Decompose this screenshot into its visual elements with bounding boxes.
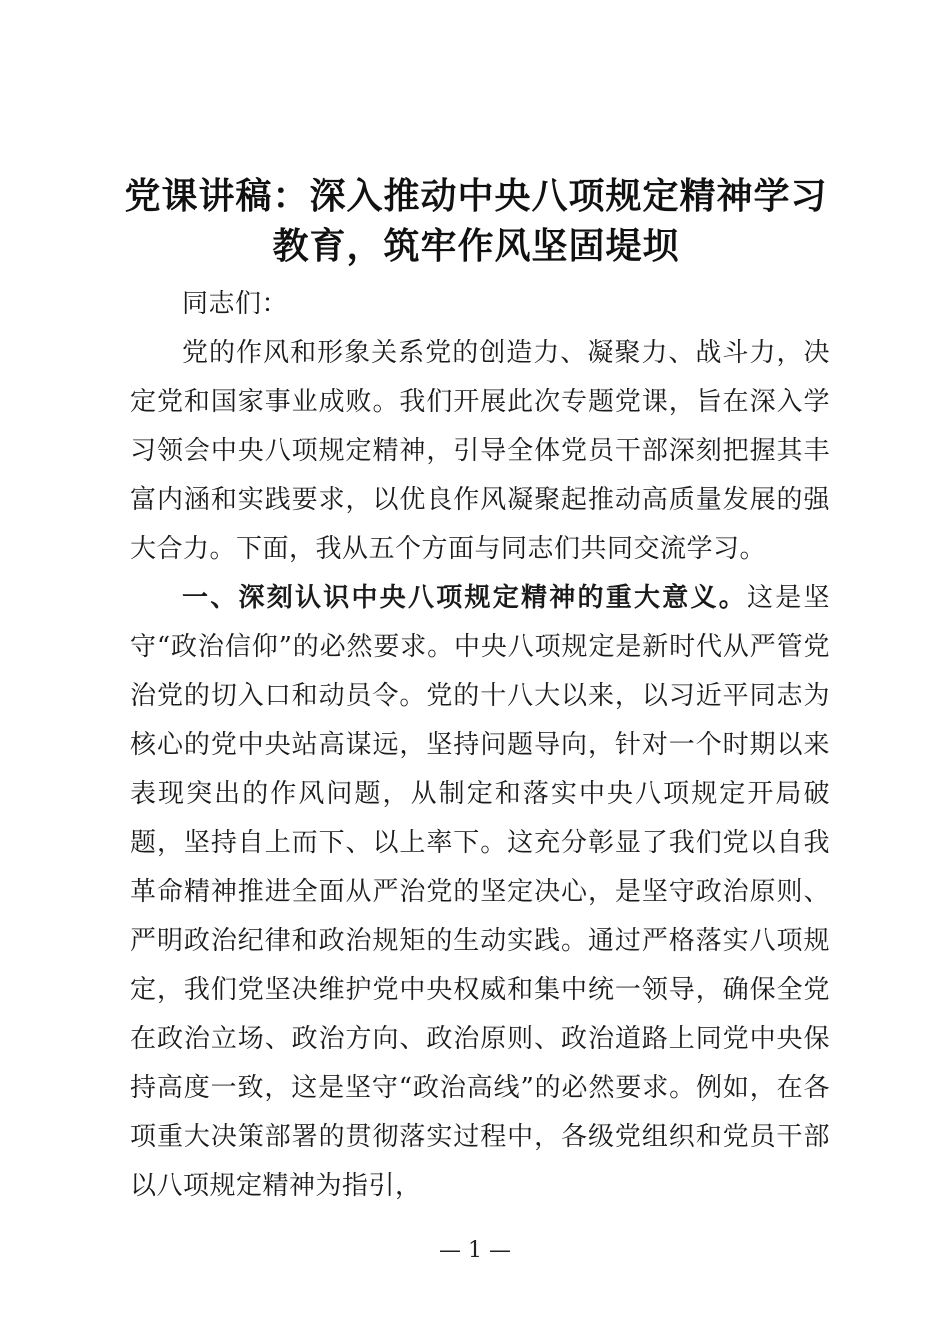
section-one-text: 这是坚守“政治信仰”的必然要求。中央八项规定是新时代从严管党治党的切入口和动员令。党的十八大以来，以习近平同志为核心的党中央站高谋远，坚持问题导向，针对一个时期以来表现突出的作风问题，从制定和落实中央八项规定开局破题，坚持自上而下、以上率下。这充分彰显了我们党以自我革命精神推进全面从严治党的坚定决心，是坚守政治原则、严明政治纪律和政治规矩的生动实践。通过严格落实八项规定，我们党坚决维护党中央权威和集中统一领导，确保全党在政治立场、政治方向、政治原则、政治道路上同党中央保持高度一致，这是坚守“政治高线”的必然要求。例如，在各项重大决策部署的贯彻落实过程中，各级党组织和党员干部以八项规定精神为指引， — [130, 583, 830, 1201]
document-body — [130, 280, 830, 1211]
section-one-paragraph — [130, 574, 830, 1211]
intro-paragraph: 党的作风和形象关系党的创造力、凝聚力、战斗力，决定党和国家事业成败。我们开展此次专题党课，旨在深入学习领会中央八项规定精神，引导全体党员干部深刻把握其丰富内涵和实践要求，以优良作风凝聚起推动高质量发展的强大合力。下面，我从五个方面与同志们共同交流学习。 — [130, 338, 830, 564]
document-title: 党课讲稿：深入推动中央八项规定精神学习教育，筑牢作风坚固堤坝 — [124, 176, 828, 267]
page-number: — 1 — — [439, 1238, 511, 1263]
section-one-heading: 一、深刻认识中央八项规定精神的重大意义。 — [182, 583, 747, 613]
salutation: 同志们： — [182, 289, 289, 319]
